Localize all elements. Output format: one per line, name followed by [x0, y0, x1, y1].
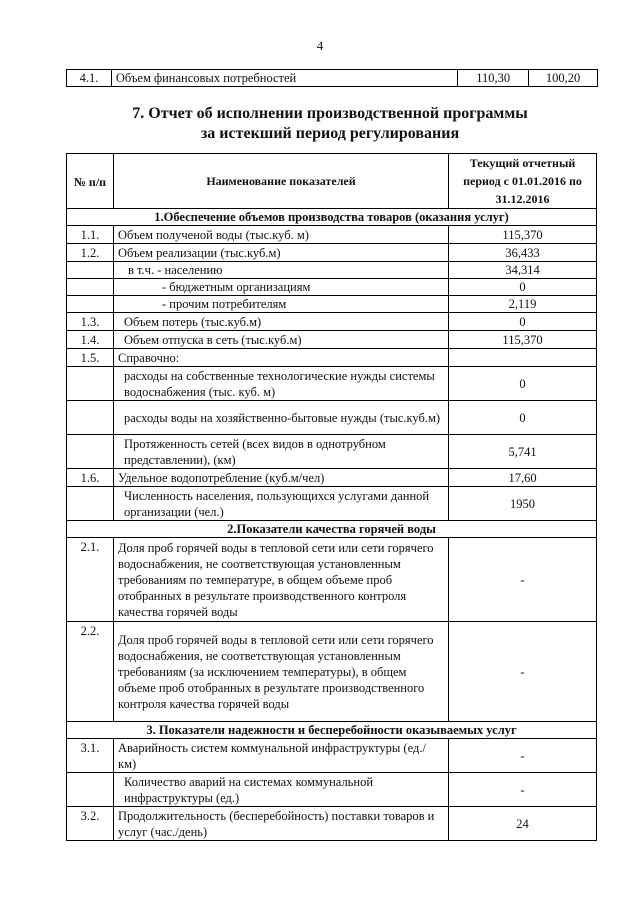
value-cell: 110,30: [458, 70, 529, 87]
heading-line: 7. Отчет об исполнении производственной программы: [132, 105, 528, 122]
row-number: [67, 435, 114, 469]
indicator-name: Удельное водопотребление (куб.м/чел): [114, 469, 449, 487]
indicator-value: -: [449, 739, 597, 773]
section-row: [67, 521, 597, 538]
col-header-period: Текущий отчетный период с 01.01.2016 по 31.12.2016: [449, 154, 597, 209]
indicator-value: 115,370: [449, 226, 597, 244]
table-body: [67, 154, 597, 841]
table-header: [67, 154, 597, 209]
table-row: [67, 313, 597, 331]
section-row: [67, 209, 597, 226]
indicator-name: Объем отпуска в сеть (тыс.куб.м): [114, 331, 449, 349]
section-title: 1.Обеспечение объемов производства товаров (оказания услуг): [67, 209, 597, 226]
indicator-value: 0: [449, 367, 597, 401]
indicator-name: Объем потерь (тыс.куб.м): [114, 313, 449, 331]
table-row: [67, 296, 597, 313]
table-row: [67, 244, 597, 262]
row-number: [67, 487, 114, 521]
indicator-name: Объем реализации (тыс.куб.м): [114, 244, 449, 262]
indicator-name: - бюджетным организациям: [114, 279, 449, 296]
indicator-name: Протяженность сетей (всех видов в однотрубном представлении), (км): [114, 435, 449, 469]
indicator-value: 34,314: [449, 262, 597, 279]
financial-needs-table: [66, 69, 598, 87]
indicator-name: Объем полученой воды (тыс.куб. м): [114, 226, 449, 244]
table-row: [67, 739, 597, 773]
indicator-name: в т.ч. - населению: [114, 262, 449, 279]
table-row: [67, 367, 597, 401]
table-row: [67, 622, 597, 722]
table-row: [67, 70, 598, 87]
indicator-value: 17,60: [449, 469, 597, 487]
indicator-name: Продолжительность (бесперебойность) поставки товаров и услуг (час./день): [114, 807, 449, 841]
row-number: 3.2.: [67, 807, 114, 841]
section-title: 3. Показатели надежности и бесперебойности оказываемых услуг: [67, 722, 597, 739]
indicator-value: 5,741: [449, 435, 597, 469]
indicator-name: Доля проб горячей воды в тепловой сети или сети горячего водоснабжения, не соответствующая установленным требованиям (за исключением температуры), в общем объеме проб отобранных в результате производственного контроля качества горячей воды: [114, 622, 449, 722]
indicator-value: -: [449, 773, 597, 807]
table-row: [67, 401, 597, 435]
indicator-value: 36,433: [449, 244, 597, 262]
table-row: [67, 469, 597, 487]
row-number: 1.1.: [67, 226, 114, 244]
indicator-value: -: [449, 622, 597, 722]
indicator-name: Доля проб горячей воды в тепловой сети или сети горячего водоснабжения, не соответствующая установленным требованиям по температуре, в общем объеме проб отобранных в результате производственного контроля качества горячей воды: [114, 538, 449, 622]
table-row: [67, 487, 597, 521]
row-number: 1.6.: [67, 469, 114, 487]
indicator-name: Объем финансовых потребностей: [111, 70, 457, 87]
row-number: [67, 773, 114, 807]
value-cell: 100,20: [529, 70, 598, 87]
indicator-name: Справочно:: [114, 349, 449, 367]
indicator-value: -: [449, 538, 597, 622]
row-number: [67, 401, 114, 435]
table-row: [67, 226, 597, 244]
col-header-name: Наименование показателей: [114, 154, 449, 209]
table-row: [67, 807, 597, 841]
row-number: [67, 279, 114, 296]
report-heading: [60, 104, 600, 144]
indicator-value: 24: [449, 807, 597, 841]
section-title: 2.Показатели качества горячей воды: [67, 521, 597, 538]
indicator-value: 2,119: [449, 296, 597, 313]
table-row: [67, 538, 597, 622]
heading-line: за истекший период регулирования: [200, 125, 460, 142]
indicator-value: 1950: [449, 487, 597, 521]
indicator-value: 0: [449, 313, 597, 331]
row-number: [67, 296, 114, 313]
indicator-name: Аварийность систем коммунальной инфраструктуры (ед./км): [114, 739, 449, 773]
table-row: [67, 435, 597, 469]
indicator-name: расходы на собственные технологические нужды системы водоснабжения (тыс. куб. м): [114, 367, 449, 401]
row-number: 3.1.: [67, 739, 114, 773]
row-number: 1.5.: [67, 349, 114, 367]
table-row: [67, 773, 597, 807]
indicator-name: Количество аварий на системах коммунальной инфраструктуры (ед.): [114, 773, 449, 807]
row-number: [67, 262, 114, 279]
row-number: 1.4.: [67, 331, 114, 349]
indicator-value: 0: [449, 279, 597, 296]
table-row: [67, 262, 597, 279]
indicator-name: расходы воды на хозяйственно-бытовые нужды (тыс.куб.м): [114, 401, 449, 435]
table-row: [67, 331, 597, 349]
col-header-number: № п/п: [67, 154, 114, 209]
indicator-value: [449, 349, 597, 367]
indicator-name: - прочим потребителям: [114, 296, 449, 313]
indicator-name: Численность населения, пользующихся услугами данной организации (чел.): [114, 487, 449, 521]
row-number: 1.3.: [67, 313, 114, 331]
row-number: 2.2.: [67, 622, 114, 722]
row-number: 1.2.: [67, 244, 114, 262]
indicator-value: 115,370: [449, 331, 597, 349]
row-number: 4.1.: [67, 70, 112, 87]
section-row: [67, 722, 597, 739]
indicator-value: 0: [449, 401, 597, 435]
row-number: 2.1.: [67, 538, 114, 622]
row-number: [67, 367, 114, 401]
page-number: 4: [316, 38, 324, 53]
table-row: [67, 279, 597, 296]
production-program-table: [66, 153, 597, 841]
table-row: [67, 349, 597, 367]
